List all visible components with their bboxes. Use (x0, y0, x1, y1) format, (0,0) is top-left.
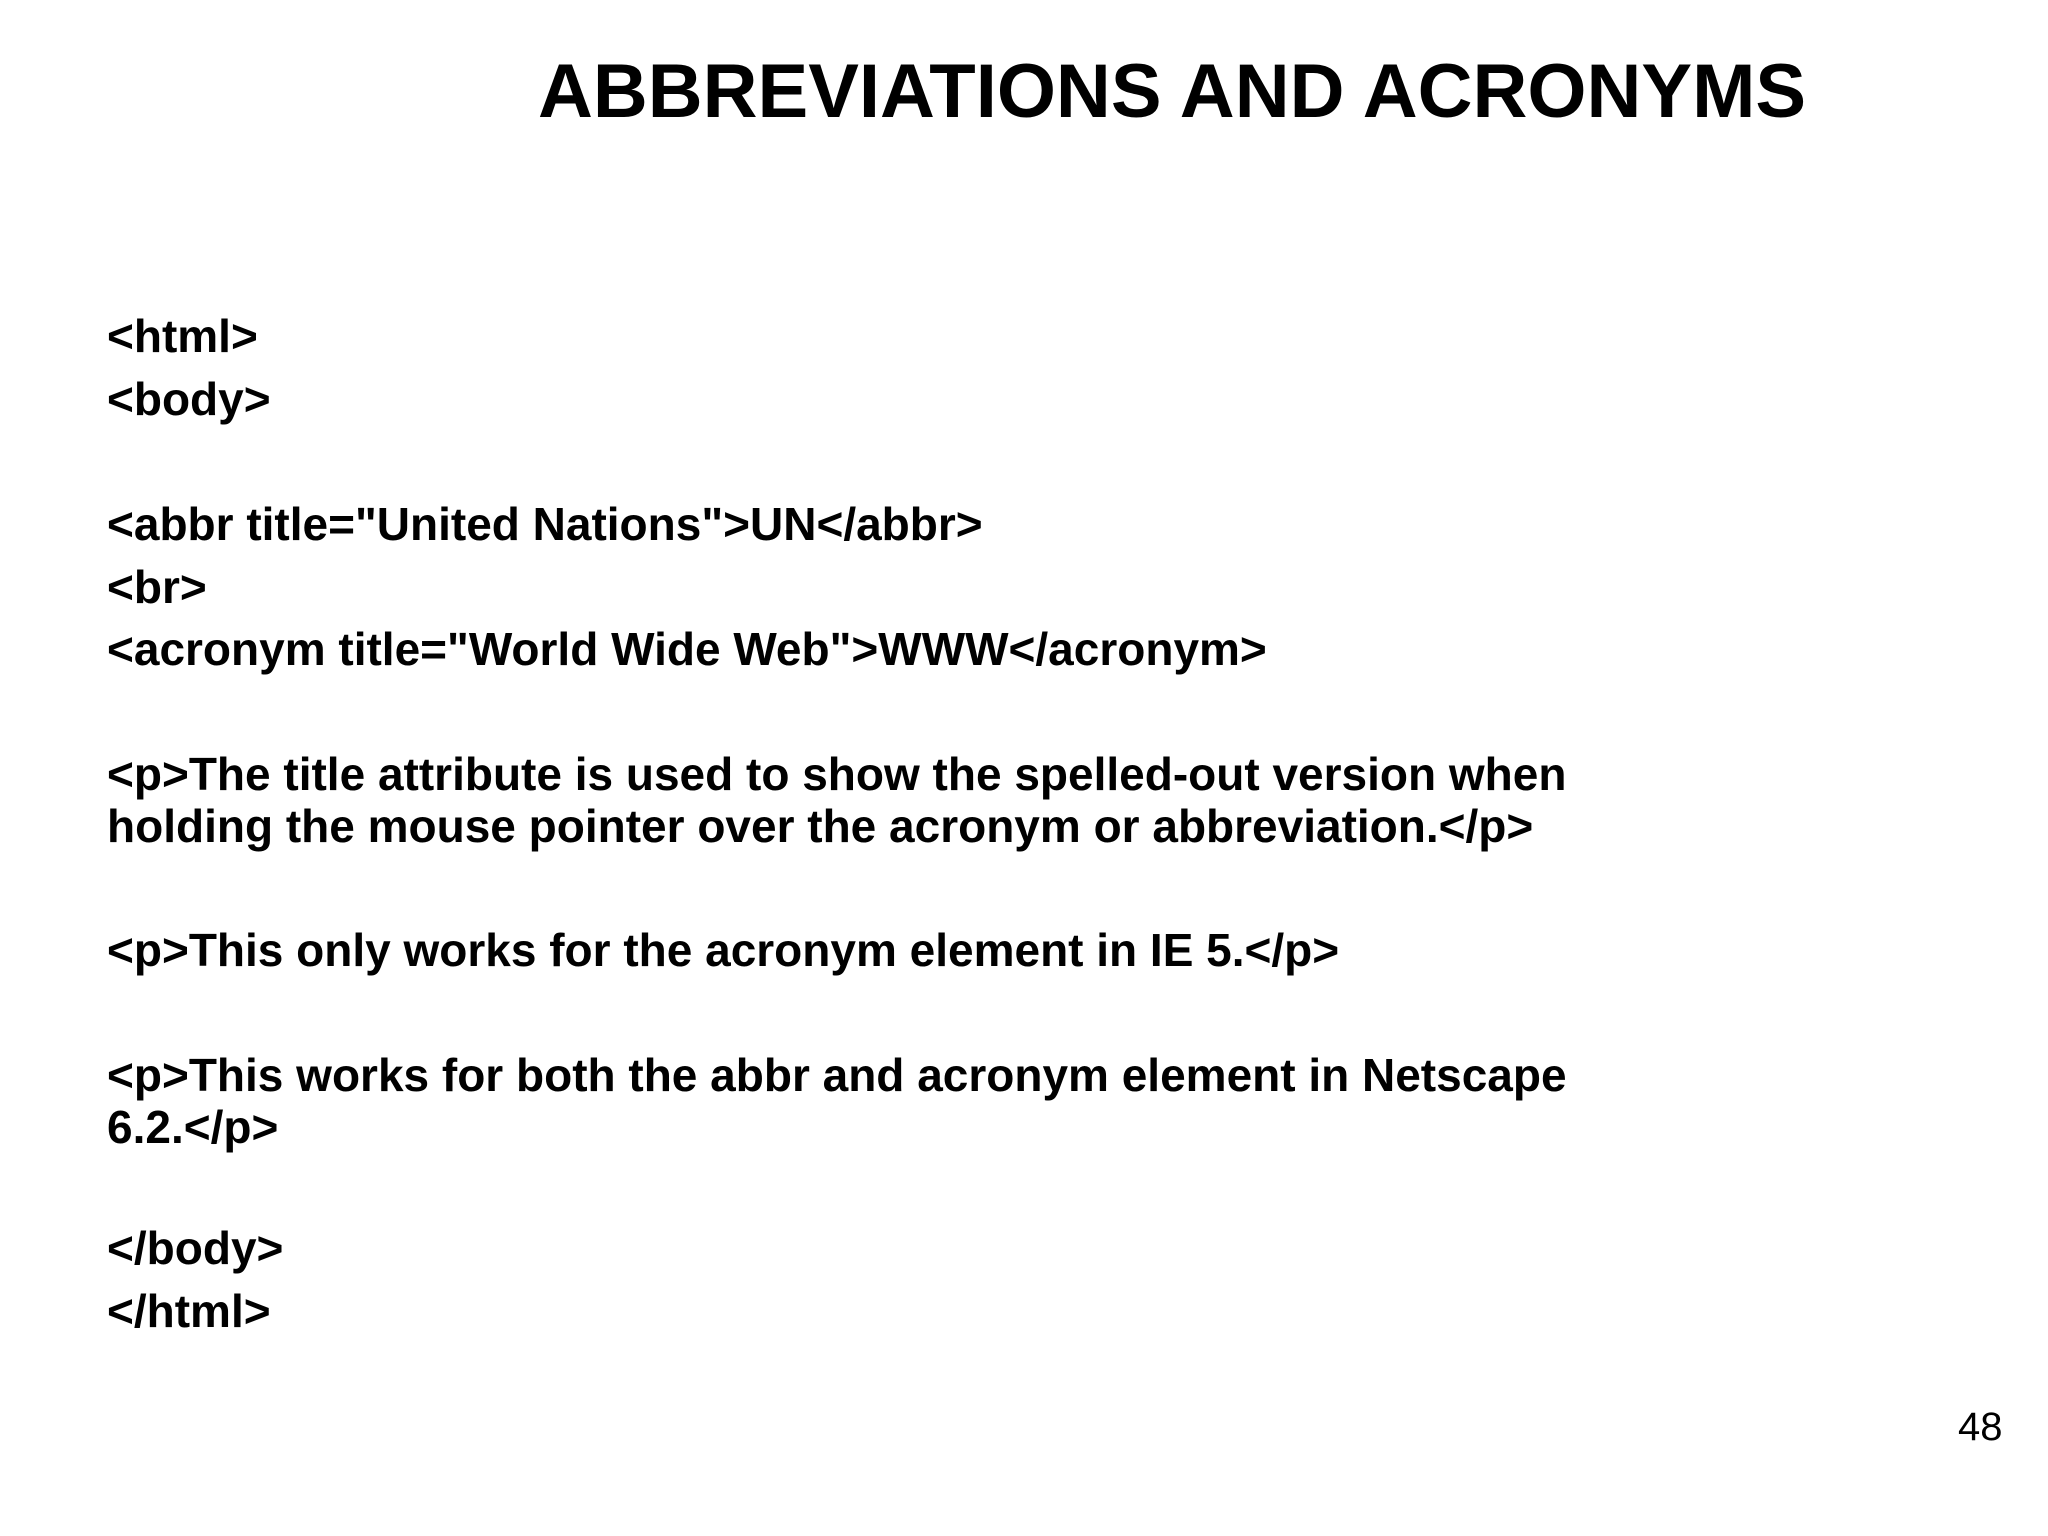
code-line-body-open: <body> (107, 373, 271, 425)
page-number: 48 (1958, 1405, 2003, 1449)
code-line-body-close: </body> (107, 1222, 284, 1274)
slide-title: ABBREVIATIONS AND ACRONYMS (538, 49, 1807, 134)
code-line-paragraph-2: <p>This only works for the acronym element in IE 5.</p> (107, 924, 1340, 976)
code-line-paragraph-3b: 6.2.</p> (107, 1101, 279, 1153)
code-line-paragraph-3a: <p>This works for both the abbr and acronym element in Netscape (107, 1049, 1567, 1101)
code-line-acronym: <acronym title="World Wide Web">WWW</acronym> (107, 623, 1267, 675)
code-line-paragraph-1b: holding the mouse pointer over the acronym or abbreviation.</p> (107, 800, 1534, 852)
code-line-abbr: <abbr title="United Nations">UN</abbr> (107, 498, 983, 550)
code-line-br: <br> (107, 561, 207, 613)
code-line-html-close: </html> (107, 1285, 271, 1337)
code-line-html-open: <html> (107, 310, 258, 362)
code-line-paragraph-1a: <p>The title attribute is used to show the spelled-out version when (107, 748, 1567, 800)
